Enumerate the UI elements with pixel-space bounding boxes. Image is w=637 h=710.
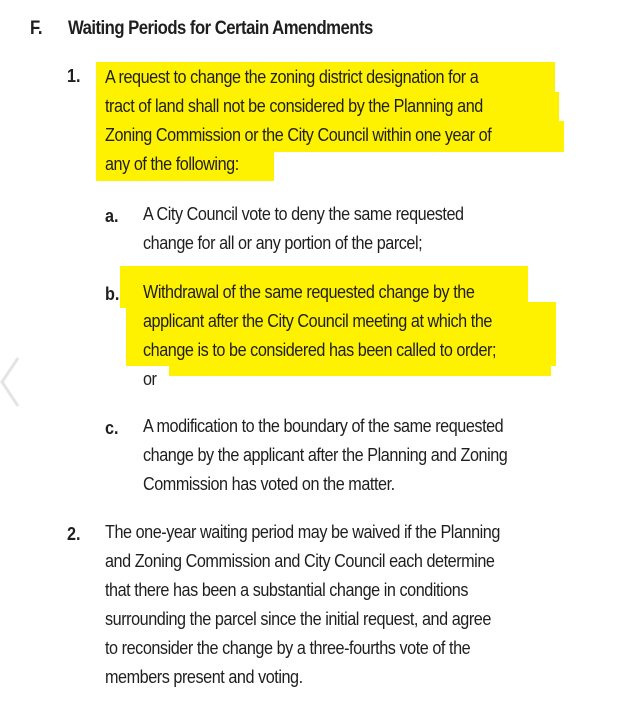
subitem-a-line: change for all or any portion of the parcel; <box>143 233 423 253</box>
item-1-line: Zoning Commission or the City Council within one year of <box>105 125 492 145</box>
section-title: Waiting Periods for Certain Amendments <box>68 18 373 39</box>
item-1-line: tract of land shall not be considered by the Planning and <box>105 96 483 116</box>
subitem-c-text <box>143 412 507 499</box>
subitem-b-line: applicant after the City Council meeting at which the <box>143 311 492 331</box>
item-2-number: 2. <box>67 524 81 544</box>
item-2-line: that there has been a substantial change in conditions <box>105 580 468 600</box>
subitem-c-line: Commission has voted on the matter. <box>143 474 395 494</box>
item-2-line: The one-year waiting period may be waived if the Planning <box>105 522 500 542</box>
chevron-left-icon[interactable] <box>0 352 22 412</box>
subitem-a-letter: a. <box>105 206 119 226</box>
item-2-line: to reconsider the change by a three-fourths vote of the <box>105 638 471 658</box>
subitem-b-text <box>143 278 496 394</box>
item-1-line: any of the following: <box>105 154 239 174</box>
subitem-c-letter: c. <box>105 418 119 438</box>
subitem-c-line: change by the applicant after the Planning and Zoning <box>143 445 508 465</box>
subitem-b-line: Withdrawal of the same requested change by the <box>143 282 475 302</box>
subitem-b-letter: b. <box>105 284 120 304</box>
item-2-line: and Zoning Commission and City Council each determine <box>105 551 495 571</box>
item-1-text <box>105 63 491 179</box>
subitem-a-line: A City Council vote to deny the same requested <box>143 204 464 224</box>
subitem-c-line: A modification to the boundary of the same requested <box>143 416 504 436</box>
item-1-line: A request to change the zoning district designation for a <box>105 67 479 87</box>
subitem-a-text <box>143 200 464 258</box>
item-1-number: 1. <box>67 66 81 86</box>
subitem-b-line: change is to be considered has been called to order; <box>143 340 497 360</box>
section-letter: F. <box>30 18 42 39</box>
subitem-b-line: or <box>143 369 157 389</box>
item-2-text <box>105 518 500 692</box>
item-2-line: surrounding the parcel since the initial request, and agree <box>105 609 491 629</box>
item-2-line: members present and voting. <box>105 667 303 687</box>
